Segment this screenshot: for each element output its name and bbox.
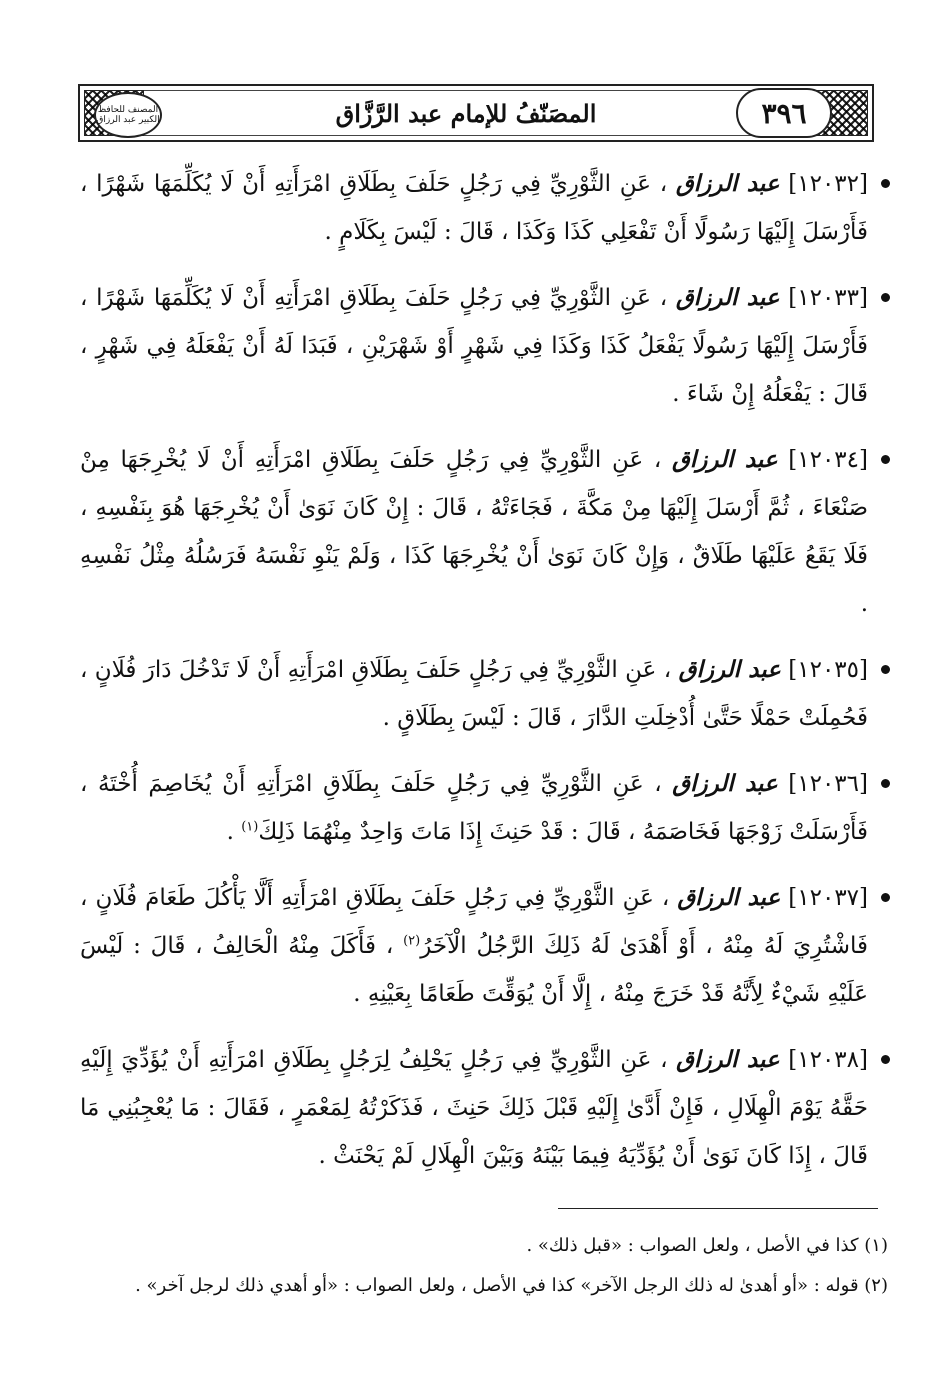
bullet-icon xyxy=(881,1055,890,1064)
hadith-entry xyxy=(80,874,880,1018)
emblem-text: المصنف للحافظ الكبير عبد الرزاق xyxy=(96,105,160,125)
bullet-icon xyxy=(881,179,890,188)
narrator-name: عبد الرزاق xyxy=(677,884,781,911)
hadith-text: ، عَنِ الثَّوْرِيِّ فِي رَجُلٍ حَلَفَ بِطَلَاقِ امْرَأَتِهِ أَنْ يُخَاصِمَ أُخْتَهُ ، فَأَرْسَلَتْ زَوْجَهَا فَخَاصَمَهُ ، قَالَ : قَدْ حَنِثَ إِذَا مَاتَ وَاحِدٌ مِنْهُمَا ذَلِكَ xyxy=(80,771,868,845)
hadith-number: [١٢٠٣٦] xyxy=(788,771,868,797)
page-number: ٣٩٦ xyxy=(761,96,807,130)
footnote-divider xyxy=(558,1208,878,1209)
narrator-name: عبد الرزاق xyxy=(675,284,780,311)
hadith-number: [١٢٠٣٨] xyxy=(788,1047,868,1073)
bullet-icon xyxy=(881,893,890,902)
narrator-name: عبد الرزاق xyxy=(672,770,778,797)
bullet-icon xyxy=(881,455,890,464)
footnote-ref[interactable]: (١) xyxy=(241,819,259,835)
narrator-name: عبد الرزاق xyxy=(675,170,780,197)
bullet-icon xyxy=(881,779,890,788)
hadith-text-tail: . xyxy=(226,819,242,845)
narrator-name: عبد الرزاق xyxy=(676,1046,780,1073)
hadith-entry xyxy=(80,646,880,742)
hadith-text: ، عَنِ الثَّوْرِيِّ فِي رَجُلٍ حَلَفَ بِطَلَاقِ امْرَأَتِهِ أَلَّا يَأْكُلَ طَعَامَ فُلَانٍ ، فَاشْتُرِيَ لَهُ مِنْهُ ، أَوْ أَهْدَىٰ لَهُ ذَلِكَ الرَّجُلُ الْآخَرُ xyxy=(80,885,868,959)
hadith-number: [١٢٠٣٣] xyxy=(788,285,869,311)
hadith-entry xyxy=(80,436,880,628)
bullet-icon xyxy=(881,665,890,674)
hadith-number: [١٢٠٣٢] xyxy=(788,171,869,197)
footnote-2: (٢) قوله : «أو أهدىٰ له ذلك الرجل الآخر» كذا في الأصل ، ولعل الصواب : «أو أهدي ذلك لرجل آخر» . xyxy=(135,1275,888,1296)
narrator-name: عبد الرزاق xyxy=(678,656,781,683)
hadith-text: ، عَنِ الثَّوْرِيِّ فِي رَجُلٍ حَلَفَ بِطَلَاقِ امْرَأَتِهِ أَنْ لَا تَدْخُلَ دَارَ فُلَانٍ ، فَحُمِلَتْ حَمْلًا حَتَّىٰ أُدْخِلَتِ الدَّارَ ، قَالَ : لَيْسَ بِطَلَاقٍ . xyxy=(80,657,868,731)
narrator-name: عبد الرزاق xyxy=(672,446,778,473)
hadith-entry xyxy=(80,760,880,856)
page-header xyxy=(78,84,874,142)
hadith-number: [١٢٠٣٤] xyxy=(788,447,869,473)
hadith-text: ، عَنِ الثَّوْرِيِّ فِي رَجُلٍ حَلَفَ بِطَلَاقِ امْرَأَتِهِ أَنْ لَا يُخْرِجَهَا مِنْ صَنْعَاءَ ، ثُمَّ أَرْسَلَ إِلَيْهَا مِنْ مَكَّةَ ، فَجَاءَتْهُ ، قَالَ : إِنْ كَانَ نَوَىٰ أَنْ يُخْرِجَهَا هُوَ بِنَفْسِهِ ، فَلَا يَقَعُ عَلَيْهَا طَلَاقٌ ، وَإِنْ كَانَ نَوَىٰ أَنْ يُخْرِجَهَا كَذَا ، وَلَمْ يَنْوِ نَفْسَهُ فَرَسُلُهُ مِثْلُ نَفْسِهِ . xyxy=(80,447,869,617)
footnote-ref[interactable]: (٢) xyxy=(403,933,421,949)
bullet-icon xyxy=(881,293,890,302)
hadith-entry xyxy=(80,274,880,418)
hadith-number: [١٢٠٣٧] xyxy=(788,885,869,911)
page-number-badge xyxy=(736,88,832,138)
hadith-text-tail: ، فَأَكَلَ مِنْهُ الْحَالِفُ ، قَالَ : لَيْسَ عَلَيْهِ شَيْءٌ لِأَنَّهُ قَدْ خَرَجَ مِنْهُ ، إِلَّا أَنْ يُوَقِّتَ طَعَامًا بِعَيْنِهِ . xyxy=(80,933,868,1007)
hadith-number: [١٢٠٣٥] xyxy=(788,657,869,683)
book-emblem xyxy=(94,92,162,138)
hadith-entry xyxy=(80,1036,880,1180)
hadith-text: ، عَنِ الثَّوْرِيِّ فِي رَجُلٍ يَحْلِفُ لِرَجُلٍ بِطَلَاقِ امْرَأَتِهِ أَنْ يُؤَدِّيَ إِلَيْهِ حَقَّهُ يَوْمَ الْهِلَالِ ، فَإِنْ أَدَّىٰ إِلَيْهِ قَبْلَ ذَلِكَ حَنِثَ ، فَذَكَرْتُهُ لِمَعْمَرٍ ، فَقَالَ : مَا يُعْجِبُنِي مَا قَالَ ، إِذَا كَانَ نَوَىٰ أَنْ يُؤَدِّيَهُ فِيمَا بَيْنَهُ وَبَيْنَ الْهِلَالِ لَمْ يَحْنَثْ . xyxy=(80,1047,868,1169)
title-box xyxy=(260,92,672,134)
footnotes xyxy=(80,1226,888,1306)
hadith-list xyxy=(80,160,880,1198)
book-title: المصَنّفُ للإمام عبد الرَّزَّاق xyxy=(335,98,597,128)
hadith-text: ، عَنِ الثَّوْرِيِّ فِي رَجُلٍ حَلَفَ بِطَلَاقِ امْرَأَتِهِ أَنْ لَا يُكَلِّمَهَا شَهْرًا ، فَأَرْسَلَ إِلَيْهَا رَسُولًا يَفْعَلُ كَذَا وَكَذَا فِي شَهْرٍ أَوْ شَهْرَيْنِ ، فَبَدَا لَهُ أَنْ يَفْعَلَهُ فِي شَهْرٍ ، قَالَ : يَفْعَلُهُ إِنْ شَاءَ . xyxy=(80,285,868,407)
footnote-1: (١) كذا في الأصل ، ولعل الصواب : «قبل ذلك» . xyxy=(526,1235,888,1256)
hadith-text: ، عَنِ الثَّوْرِيِّ فِي رَجُلٍ حَلَفَ بِطَلَاقِ امْرَأَتِهِ أَنْ لَا يُكَلِّمَهَا شَهْرًا ، فَأَرْسَلَ إِلَيْهَا رَسُولًا أَنْ تَفْعَلِي كَذَا وَكَذَا ، قَالَ : لَيْسَ بِكَلَامٍ . xyxy=(80,171,868,245)
hadith-entry xyxy=(80,160,880,256)
